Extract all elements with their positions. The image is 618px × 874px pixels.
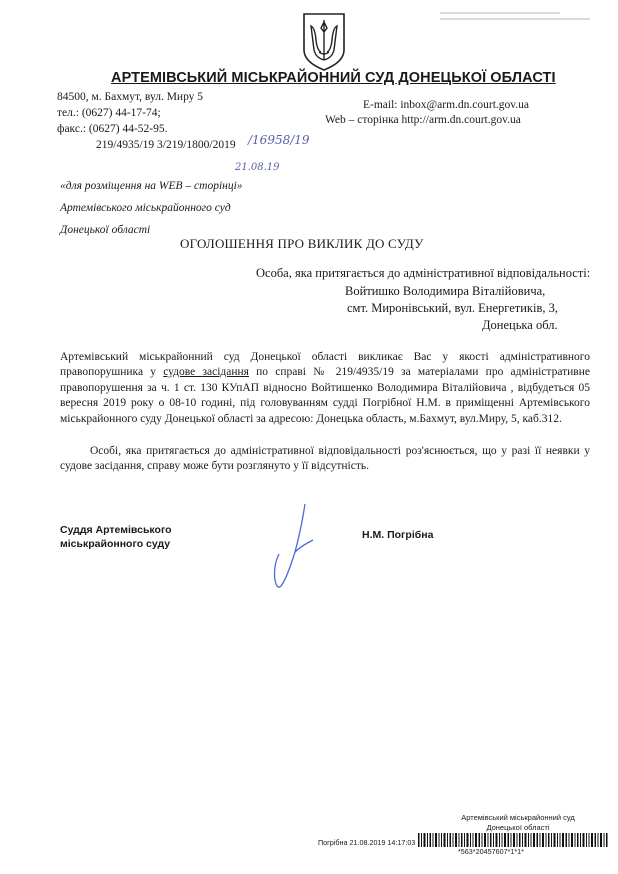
- handwritten-reference: /16958/19: [248, 133, 310, 147]
- handwritten-date: 21.08.19: [235, 162, 280, 173]
- stamp-region: Донецької області: [486, 823, 550, 832]
- judge-label: Суддя Артемівського міськрайонного суду: [60, 524, 172, 550]
- recipient-line-3: Донецької області: [60, 224, 151, 236]
- court-email: E-mail: inbox@arm.dn.court.gov.ua: [363, 99, 530, 111]
- court-fax: факс.: (0627) 44-52-95.: [57, 123, 168, 135]
- document-title: ОГОЛОШЕННЯ ПРО ВИКЛИК ДО СУДУ: [180, 236, 424, 251]
- summons-paragraph: [60, 350, 590, 427]
- court-title: АРТЕМІВСЬКИЙ МІСЬКРАЙОННИЙ СУД ДОНЕЦЬКОЇ ОБЛАСТІ: [111, 70, 556, 86]
- stamp-signed-date: Погрібна 21.08.2019 14:17:03: [318, 838, 416, 847]
- person-address-2: Донецька обл.: [482, 318, 558, 332]
- court-address: 84500, м. Бахмут, вул. Миру 5: [57, 91, 204, 103]
- judge-name: Н.М. Погрібна: [362, 529, 434, 541]
- barcode-number: *563*20457607*1*1*: [458, 847, 524, 856]
- summons-text-before: Артемівський міськрайонний суд Донецької області викликає Вас у якості адміністративного правопорушника у: [60, 351, 590, 379]
- summons-text-after: по справі № 219/4935/19 за матеріалами про адміністративне правопорушення за ч. 1 ст. 130 КУпАП відносно Войтишенко Володимира Віталійовича , відбудеться 05 вересня 2019 року о 08-10 годині, під головуванням судді Погрібної Н.М. в приміщенні Артемівського міськрайонного суду Донецької області за адресою: Донецька область, м.Бахмут, вул.Миру, 5, каб.312.: [60, 366, 590, 425]
- barcode-icon: [418, 833, 608, 847]
- faint-header-lines: [440, 12, 590, 24]
- recipient-line-1: «для розміщення на WEB – сторінці»: [60, 180, 243, 192]
- explanation-paragraph: Особі, яка притягається до адміністративної відповідальності роз'яснюється, що у разі її неявки у судове засідання, справу може бути розглянуто у її відсутність.: [60, 445, 590, 473]
- case-reference: 219/4935/19 3/219/1800/2019: [96, 139, 236, 151]
- person-address-1: смт. Миронівський, вул. Енергетиків, 3,: [347, 301, 558, 315]
- person-name: Войтишко Володимира Віталійовича,: [345, 284, 546, 298]
- coat-of-arms-icon: [302, 12, 346, 72]
- court-web: Web – сторінка http://arm.dn.court.gov.ua: [325, 114, 521, 126]
- court-phone: тел.: (0627) 44-17-74;: [57, 107, 161, 119]
- stamp-court: Артемівський міськрайонний суд: [461, 813, 575, 822]
- summons-underlined: судове засідання: [163, 366, 249, 379]
- recipient-line-2: Артемівського міськрайонного суд: [60, 202, 231, 214]
- signature-icon: [265, 500, 325, 595]
- electronic-stamp: [448, 813, 588, 833]
- person-intro: Особа, яка притягається до адміністративної відповідальності:: [256, 266, 591, 280]
